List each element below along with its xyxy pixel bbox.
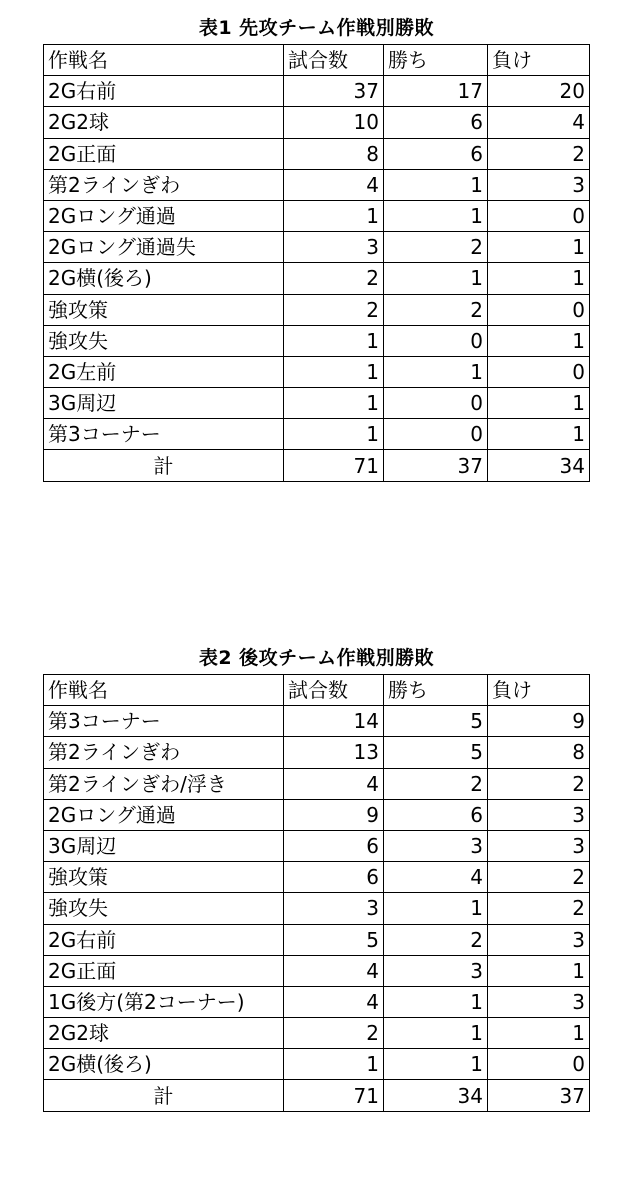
header-wins: 勝ち xyxy=(384,675,488,706)
cell-strategy-name: 3G周辺 xyxy=(44,388,284,419)
cell-games: 1 xyxy=(284,1049,384,1080)
cell-losses: 3 xyxy=(488,830,590,861)
cell-losses: 0 xyxy=(488,1049,590,1080)
cell-strategy-name: 2G横(後ろ) xyxy=(44,1049,284,1080)
total-label: 計 xyxy=(44,450,284,481)
cell-wins: 4 xyxy=(384,862,488,893)
table-row xyxy=(44,107,590,138)
total-row xyxy=(44,450,590,481)
cell-wins: 3 xyxy=(384,955,488,986)
table-row xyxy=(44,325,590,356)
table1-first-team-strategy xyxy=(43,44,590,482)
cell-losses: 1 xyxy=(488,325,590,356)
cell-games: 8 xyxy=(284,138,384,169)
cell-strategy-name: 2G2球 xyxy=(44,107,284,138)
cell-losses: 8 xyxy=(488,737,590,768)
cell-losses: 1 xyxy=(488,232,590,263)
cell-games: 4 xyxy=(284,986,384,1017)
cell-strategy-name: 2G右前 xyxy=(44,924,284,955)
table2-caption: 表2 後攻チーム作戦別勝敗 xyxy=(198,647,435,669)
header-games: 試合数 xyxy=(284,675,384,706)
cell-losses: 1 xyxy=(488,1018,590,1049)
cell-games: 3 xyxy=(284,893,384,924)
cell-losses: 3 xyxy=(488,169,590,200)
cell-losses: 9 xyxy=(488,706,590,737)
cell-losses: 3 xyxy=(488,799,590,830)
cell-games: 14 xyxy=(284,706,384,737)
cell-wins: 6 xyxy=(384,138,488,169)
header-row xyxy=(44,675,590,706)
cell-losses: 1 xyxy=(488,388,590,419)
cell-losses: 1 xyxy=(488,955,590,986)
cell-games: 1 xyxy=(284,388,384,419)
cell-losses: 0 xyxy=(488,200,590,231)
cell-games: 2 xyxy=(284,263,384,294)
cell-losses: 1 xyxy=(488,263,590,294)
table-row xyxy=(44,706,590,737)
cell-games: 6 xyxy=(284,862,384,893)
cell-losses: 2 xyxy=(488,862,590,893)
header-strategy-name: 作戦名 xyxy=(44,45,284,76)
cell-games: 2 xyxy=(284,294,384,325)
cell-games: 1 xyxy=(284,356,384,387)
total-games: 71 xyxy=(284,1080,384,1111)
cell-games: 4 xyxy=(284,169,384,200)
cell-games: 4 xyxy=(284,768,384,799)
total-games: 71 xyxy=(284,450,384,481)
cell-strategy-name: 1G後方(第2コーナー) xyxy=(44,986,284,1017)
table-row xyxy=(44,830,590,861)
cell-strategy-name: 2G左前 xyxy=(44,356,284,387)
cell-wins: 2 xyxy=(384,768,488,799)
cell-strategy-name: 強攻失 xyxy=(44,893,284,924)
cell-losses: 0 xyxy=(488,356,590,387)
cell-strategy-name: 2Gロング通過失 xyxy=(44,232,284,263)
cell-wins: 0 xyxy=(384,419,488,450)
cell-strategy-name: 強攻策 xyxy=(44,294,284,325)
table-row xyxy=(44,737,590,768)
table-row xyxy=(44,955,590,986)
cell-games: 37 xyxy=(284,76,384,107)
cell-games: 9 xyxy=(284,799,384,830)
total-row xyxy=(44,1080,590,1111)
cell-games: 10 xyxy=(284,107,384,138)
cell-wins: 1 xyxy=(384,1018,488,1049)
cell-games: 5 xyxy=(284,924,384,955)
table-row xyxy=(44,799,590,830)
header-strategy-name: 作戦名 xyxy=(44,675,284,706)
table-row xyxy=(44,388,590,419)
cell-games: 13 xyxy=(284,737,384,768)
cell-wins: 6 xyxy=(384,107,488,138)
cell-strategy-name: 3G周辺 xyxy=(44,830,284,861)
header-row xyxy=(44,45,590,76)
header-losses: 負け xyxy=(488,675,590,706)
cell-wins: 2 xyxy=(384,294,488,325)
cell-games: 1 xyxy=(284,419,384,450)
cell-games: 3 xyxy=(284,232,384,263)
cell-wins: 0 xyxy=(384,325,488,356)
table-row xyxy=(44,169,590,200)
cell-wins: 3 xyxy=(384,830,488,861)
table-row xyxy=(44,986,590,1017)
total-wins: 34 xyxy=(384,1080,488,1111)
cell-wins: 1 xyxy=(384,893,488,924)
cell-wins: 1 xyxy=(384,1049,488,1080)
cell-losses: 3 xyxy=(488,986,590,1017)
cell-strategy-name: 第2ラインぎわ xyxy=(44,737,284,768)
cell-games: 4 xyxy=(284,955,384,986)
cell-strategy-name: 強攻失 xyxy=(44,325,284,356)
cell-games: 2 xyxy=(284,1018,384,1049)
table-row xyxy=(44,1018,590,1049)
total-losses: 34 xyxy=(488,450,590,481)
table-row xyxy=(44,356,590,387)
header-games: 試合数 xyxy=(284,45,384,76)
cell-games: 1 xyxy=(284,325,384,356)
table-row xyxy=(44,232,590,263)
cell-wins: 5 xyxy=(384,737,488,768)
table2-second-team-strategy xyxy=(43,674,590,1112)
cell-games: 6 xyxy=(284,830,384,861)
cell-strategy-name: 2Gロング通過 xyxy=(44,200,284,231)
header-wins: 勝ち xyxy=(384,45,488,76)
cell-losses: 2 xyxy=(488,768,590,799)
cell-wins: 6 xyxy=(384,799,488,830)
total-label: 計 xyxy=(44,1080,284,1111)
total-losses: 37 xyxy=(488,1080,590,1111)
total-wins: 37 xyxy=(384,450,488,481)
cell-losses: 2 xyxy=(488,893,590,924)
cell-losses: 20 xyxy=(488,76,590,107)
table-row xyxy=(44,924,590,955)
cell-losses: 3 xyxy=(488,924,590,955)
cell-losses: 0 xyxy=(488,294,590,325)
header-losses: 負け xyxy=(488,45,590,76)
cell-losses: 4 xyxy=(488,107,590,138)
table-row xyxy=(44,768,590,799)
table-row xyxy=(44,419,590,450)
cell-wins: 1 xyxy=(384,263,488,294)
cell-wins: 1 xyxy=(384,986,488,1017)
cell-wins: 1 xyxy=(384,200,488,231)
cell-games: 1 xyxy=(284,200,384,231)
cell-strategy-name: 第3コーナー xyxy=(44,419,284,450)
cell-strategy-name: 2G正面 xyxy=(44,955,284,986)
cell-wins: 17 xyxy=(384,76,488,107)
cell-strategy-name: 2G横(後ろ) xyxy=(44,263,284,294)
table-row xyxy=(44,1049,590,1080)
cell-wins: 2 xyxy=(384,924,488,955)
table-row xyxy=(44,862,590,893)
table-row xyxy=(44,138,590,169)
cell-wins: 2 xyxy=(384,232,488,263)
table-row xyxy=(44,200,590,231)
table1-caption: 表1 先攻チーム作戦別勝敗 xyxy=(198,17,435,39)
cell-strategy-name: 2G右前 xyxy=(44,76,284,107)
table-row xyxy=(44,893,590,924)
cell-strategy-name: 2G正面 xyxy=(44,138,284,169)
table-row xyxy=(44,294,590,325)
cell-wins: 0 xyxy=(384,388,488,419)
cell-wins: 5 xyxy=(384,706,488,737)
cell-losses: 1 xyxy=(488,419,590,450)
cell-strategy-name: 2Gロング通過 xyxy=(44,799,284,830)
cell-strategy-name: 第2ラインぎわ xyxy=(44,169,284,200)
cell-strategy-name: 第3コーナー xyxy=(44,706,284,737)
cell-wins: 1 xyxy=(384,169,488,200)
cell-strategy-name: 強攻策 xyxy=(44,862,284,893)
cell-wins: 1 xyxy=(384,356,488,387)
table-row xyxy=(44,76,590,107)
cell-strategy-name: 第2ラインぎわ/浮き xyxy=(44,768,284,799)
table-row xyxy=(44,263,590,294)
cell-losses: 2 xyxy=(488,138,590,169)
cell-strategy-name: 2G2球 xyxy=(44,1018,284,1049)
